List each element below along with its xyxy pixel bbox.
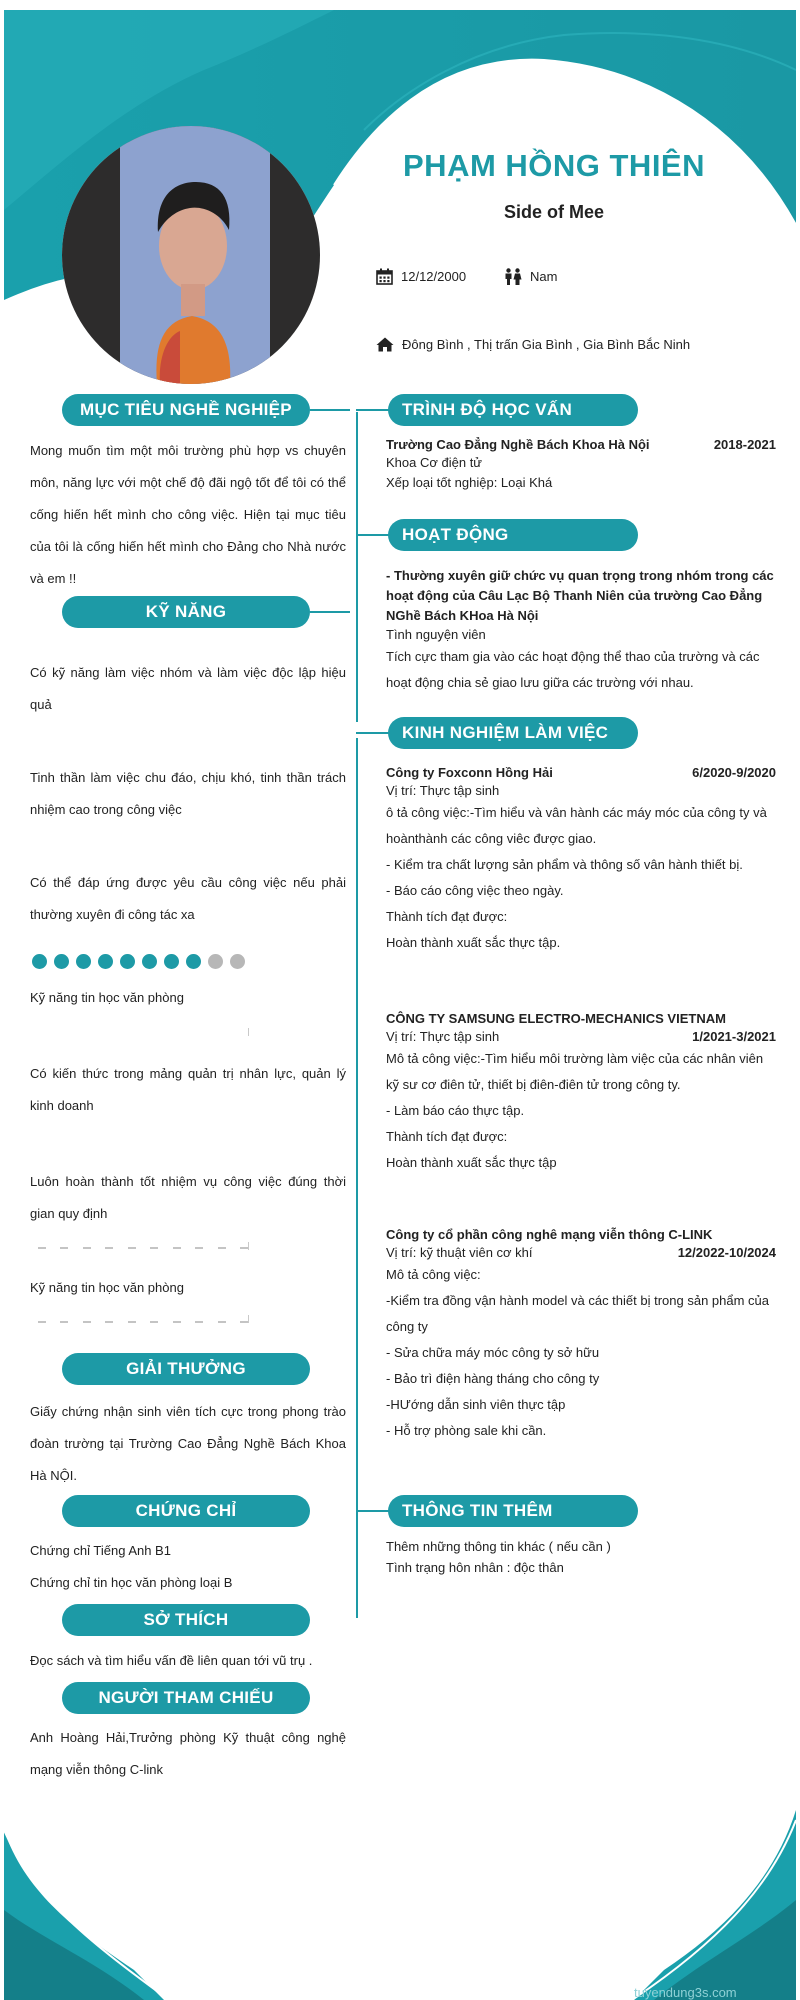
home-icon <box>376 337 394 352</box>
extra-connector <box>356 1510 390 1512</box>
job-position: Vị trí: Thực tập sinh <box>386 783 500 798</box>
job-entry <box>386 1010 776 1176</box>
rating-dot-empty <box>230 954 245 969</box>
rating-dot-empty <box>208 954 223 969</box>
rating-dot-filled <box>142 954 157 969</box>
education-major: Khoa Cơ điện tử <box>386 455 483 470</box>
rating-dot-filled <box>76 954 91 969</box>
experience-heading: KINH NGHIỆM LÀM VIỆC <box>388 717 638 749</box>
activities-connector <box>356 534 390 536</box>
activity-description: Tích cực tham gia vào các hoạt động thể thao của trường và các hoạt động chia sẻ giao lưu giữa các trường với nhau. <box>386 649 760 690</box>
rating-dot-filled <box>164 954 179 969</box>
job-line: -HƯớng dẫn sinh viên thực tập <box>386 1397 566 1412</box>
rating-dot-filled <box>54 954 69 969</box>
skill-item: Tinh thần làm việc chu đáo, chịu khó, tinh thần trách nhiệm cao trong công việc <box>30 770 346 817</box>
activity-headline: - Thường xuyên giữ chức vụ quan trọng trong nhóm trong các hoạt động của Câu Lạc Bộ Thanh Niên của trường Cao Đẳng NGhề Bách KHoa Hà Nội <box>386 568 774 623</box>
address-info <box>376 337 690 352</box>
hobbies-text: Đọc sách và tìm hiểu vấn đề liên quan tới vũ trụ . <box>30 1653 313 1668</box>
job-line: - Bảo trì điện hàng tháng cho công ty <box>386 1371 600 1386</box>
job-period: 1/2021-3/2021 <box>692 1029 776 1044</box>
education-section <box>386 436 776 492</box>
job-position: Vị trí: Thực tập sinh <box>386 1029 500 1044</box>
job-position: Vị trí: kỹ thuật viên cơ khí <box>386 1245 533 1260</box>
profile-photo <box>62 126 320 384</box>
education-grade: Xếp loại tốt nghiệp: Loại Khá <box>386 475 553 490</box>
activity-role: Tình nguyện viên <box>386 627 486 642</box>
job-line: Hoàn thành xuất sắc thực tập <box>386 1155 557 1170</box>
job-period: 6/2020-9/2020 <box>692 765 776 780</box>
extra-line: Tình trạng hôn nhân : độc thân <box>386 1560 564 1575</box>
job-line: Mô tả công việc:-Tìm hiểu môi trường làm việc của các nhân viên kỹ sư cơ điên tử, thiết bị điên-điên tử trong công ty. <box>386 1051 764 1092</box>
skill-item: Có thể đáp ứng được yêu cầu công việc nếu phải thường xuyên đi công tác xa <box>30 875 346 922</box>
rating-dot-filled <box>120 954 135 969</box>
references-text: Anh Hoàng Hải,Trưởng phòng Kỹ thuật công nghệ mạng viễn thông C-link <box>30 1730 346 1777</box>
job-entry <box>386 764 776 956</box>
references-heading: NGƯỜI THAM CHIẾU <box>62 1682 310 1714</box>
skill-item: Kỹ năng tin học văn phòng <box>30 1280 184 1295</box>
extra-section <box>386 1538 776 1577</box>
calendar-icon <box>376 268 393 285</box>
certificates-heading: CHỨNG CHỈ <box>62 1495 310 1527</box>
watermark: tuyendung3s.com <box>634 1985 737 2000</box>
skill-rating-dashes <box>38 1321 248 1325</box>
rating-dot-filled <box>98 954 113 969</box>
skill-rating-marker <box>248 1315 249 1323</box>
gender-info <box>504 268 557 285</box>
job-line: - Kiểm tra chất lượng sản phẩm và thông số vân hành thiết bị. <box>386 857 743 872</box>
awards-text: Giấy chứng nhận sinh viên tích cực trong phong trào đoàn trường tại Trường Cao Đẳng Nghề Bách Khoa Hà NỘI. <box>30 1404 346 1483</box>
job-line: Mô tả công việc: <box>386 1267 481 1282</box>
education-school: Trường Cao Đẳng Nghề Bách Khoa Hà Nội <box>386 437 650 452</box>
certificate-item: Chứng chỉ Tiếng Anh B1 <box>30 1543 171 1558</box>
objective-text: Mong muốn tìm một môi trường phù hợp vs chuyên môn, năng lực với một chế độ đãi ngộ tốt để tôi có thể cống hiến hết mình cho công việc. Hiện tại mục tiêu của tôi là cống hiến hết mình cho Đảng cho Nhà nước và em !! <box>30 443 346 586</box>
address-value: Đông Bình , Thị trấn Gia Bình , Gia Bình Bắc Ninh <box>402 337 691 352</box>
skill-item: Có kiến thức trong mảng quản trị nhân lực, quản lý kinh doanh <box>30 1066 346 1113</box>
skills-connector <box>310 611 350 613</box>
gender-value: Nam <box>530 269 558 284</box>
skill-rating-marker <box>248 1028 249 1036</box>
objective-connector <box>310 409 350 411</box>
timeline-line-2 <box>356 738 358 1523</box>
skill-rating <box>32 954 245 969</box>
birthdate-info <box>376 268 466 285</box>
education-connector <box>356 409 390 411</box>
job-line: - Báo cáo công việc theo ngày. <box>386 883 564 898</box>
skill-rating-marker <box>248 1242 249 1250</box>
skill-item: Luôn hoàn thành tốt nhiệm vụ công việc đúng thời gian quy định <box>30 1174 346 1221</box>
job-line: - Sửa chữa máy móc công ty sở hữu <box>386 1345 600 1360</box>
rating-dot-filled <box>186 954 201 969</box>
skill-rating-dashes <box>38 1247 248 1251</box>
candidate-tagline: Side of Mee <box>503 202 605 222</box>
avatar-image <box>62 126 320 384</box>
objective-heading: MỤC TIÊU NGHỀ NGHIỆP <box>62 394 310 426</box>
rating-dot-filled <box>32 954 47 969</box>
job-company: Công ty Foxconn Hồng Hải <box>386 765 553 780</box>
skill-item: Có kỹ năng làm việc nhóm và làm việc độc lập hiệu quả <box>30 665 346 712</box>
activities-section <box>386 566 776 696</box>
experience-connector <box>356 732 390 734</box>
job-line: ô tả công việc:-Tìm hiểu và vân hành các máy móc của công ty và hoànthành các công viêc được giao. <box>386 805 767 846</box>
activities-heading: HOẠT ĐỘNG <box>388 519 638 551</box>
gender-icon <box>504 268 522 285</box>
hobbies-heading: SỞ THÍCH <box>62 1604 310 1636</box>
job-line: Hoàn thành xuất sắc thực tập. <box>386 935 561 950</box>
awards-heading: GIẢI THƯỞNG <box>62 1353 310 1385</box>
job-line: -Kiểm tra đồng vận hành model và các thiết bị trong sản phẩm của công ty <box>386 1293 769 1334</box>
job-line: - Hỗ trợ phòng sale khi cần. <box>386 1423 547 1438</box>
extra-heading: THÔNG TIN THÊM <box>388 1495 638 1527</box>
certificate-item: Chứng chỉ tin học văn phòng loại B <box>30 1575 233 1590</box>
skills-heading: KỸ NĂNG <box>62 596 310 628</box>
birthdate-value: 12/12/2000 <box>401 269 467 284</box>
job-company: Công ty cổ phần công nghê mạng viễn thông C-LINK <box>386 1227 713 1242</box>
education-period: 2018-2021 <box>713 437 776 452</box>
job-period: 12/2022-10/2024 <box>677 1245 776 1260</box>
skill-item: Kỹ năng tin học văn phòng <box>30 990 184 1005</box>
timeline-line-3 <box>356 1510 358 1618</box>
job-line: Thành tích đạt được: <box>386 909 508 924</box>
extra-line: Thêm những thông tin khác ( nếu cần ) <box>386 1539 611 1554</box>
job-entry <box>386 1226 776 1444</box>
job-line: - Làm báo cáo thực tập. <box>386 1103 525 1118</box>
timeline-line-1 <box>356 412 358 722</box>
resume-page <box>4 10 796 2000</box>
job-line: Thành tích đạt được: <box>386 1129 508 1144</box>
education-heading: TRÌNH ĐỘ HỌC VẤN <box>388 394 638 426</box>
candidate-name: PHẠM HỒNG THIÊN <box>403 148 705 183</box>
job-company: CÔNG TY SAMSUNG ELECTRO-MECHANICS VIETNAM <box>386 1011 726 1026</box>
